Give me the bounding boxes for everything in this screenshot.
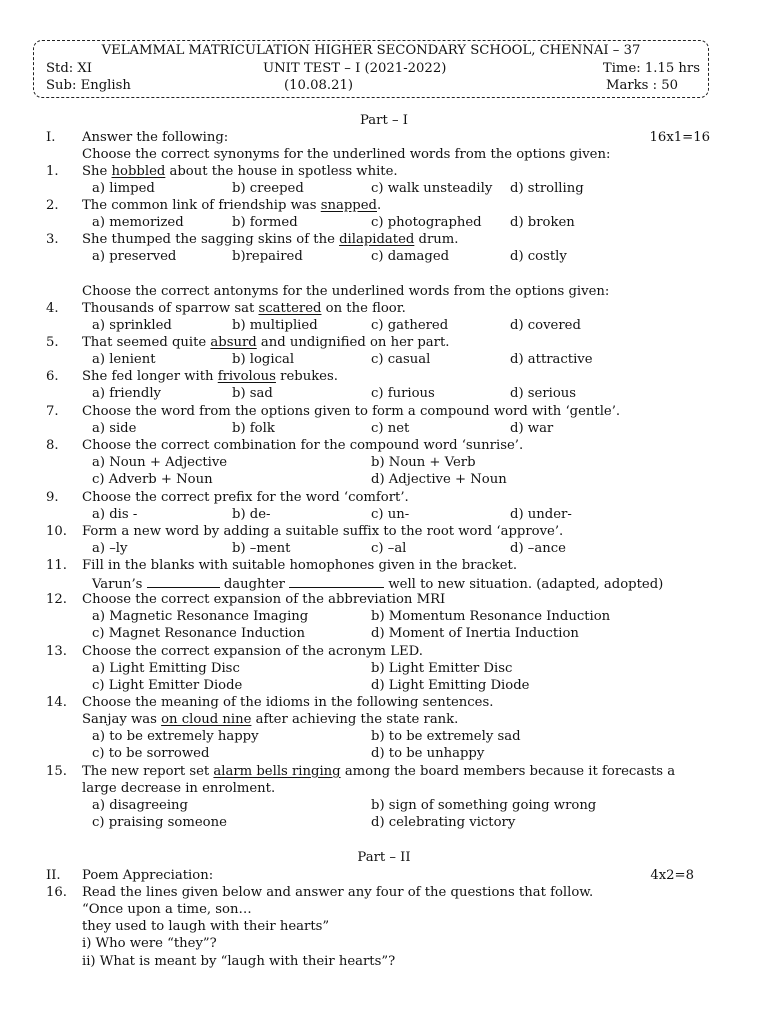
- question-number: 12.: [46, 592, 67, 607]
- option-c: c) –al: [371, 541, 407, 556]
- underlined-word: scattered: [258, 301, 322, 316]
- option-d: d) Moment of Inertia Induction: [371, 626, 579, 641]
- option-c: c) Adverb + Noun: [92, 472, 213, 487]
- question-8-text: Choose the correct combination for the compound word ‘sunrise’.: [82, 438, 524, 453]
- question-number: 10.: [46, 524, 67, 539]
- option-a: a) side: [92, 421, 137, 436]
- option-c: c) net: [371, 421, 410, 436]
- question-15-text-continued: large decrease in enrolment.: [82, 781, 276, 796]
- subject: Sub: English: [46, 78, 131, 93]
- option-d: d) war: [510, 421, 554, 436]
- question-3-text: She thumped the sagging skins of the dilapidated drum.: [82, 232, 459, 247]
- option-b: b)repaired: [232, 249, 303, 264]
- synonyms-instruction: Choose the correct synonyms for the underlined words from the options given:: [82, 147, 611, 162]
- option-d: d) attractive: [510, 352, 593, 367]
- question-number: 7.: [46, 404, 59, 419]
- question-number: 13.: [46, 644, 67, 659]
- option-d: d) under-: [510, 507, 572, 522]
- option-a: a) disagreeing: [92, 798, 188, 813]
- option-b: b) formed: [232, 215, 298, 230]
- section-2-marks: 4x2=8: [650, 868, 694, 883]
- exam-header: [33, 40, 709, 98]
- sub-question: i) Who were “they”?: [82, 936, 217, 951]
- section-2-number: II.: [46, 868, 61, 883]
- question-number: 14.: [46, 695, 67, 710]
- option-d: d) serious: [510, 386, 577, 401]
- option-a: a) friendly: [92, 386, 162, 401]
- answer-blank: [289, 575, 384, 588]
- underlined-word: dilapidated: [339, 232, 415, 247]
- option-d: d) Light Emitting Diode: [371, 678, 530, 693]
- section-1-marks: 16x1=16: [649, 130, 710, 145]
- option-b: b) –ment: [232, 541, 291, 556]
- underlined-idiom: on cloud nine: [161, 712, 252, 727]
- question-number: 11.: [46, 558, 67, 573]
- question-number: 4.: [46, 301, 59, 316]
- question-number: 3.: [46, 232, 59, 247]
- option-c: c) walk unsteadily: [371, 181, 493, 196]
- option-b: b) creeped: [232, 181, 304, 196]
- section-2-title: Poem Appreciation:: [82, 868, 214, 883]
- question-7-text: Choose the word from the options given to form a compound word with ‘gentle’.: [82, 404, 621, 419]
- option-d: d) costly: [510, 249, 567, 264]
- option-c: c) gathered: [371, 318, 449, 333]
- option-b: b) Momentum Resonance Induction: [371, 609, 611, 624]
- question-14-text: Choose the meaning of the idioms in the following sentences.: [82, 695, 494, 710]
- max-marks: Marks : 50: [605, 78, 678, 93]
- standard: Std: XI: [46, 61, 93, 76]
- option-a: a) to be extremely happy: [92, 729, 259, 744]
- test-name: UNIT TEST – I (2021-2022): [263, 61, 447, 76]
- option-b: b) sign of something going wrong: [371, 798, 597, 813]
- option-b: b) Noun + Verb: [371, 455, 476, 470]
- section-1-number: I.: [46, 130, 56, 145]
- option-b: b) de-: [232, 507, 271, 522]
- option-a: a) Light Emitting Disc: [92, 661, 240, 676]
- question-number: 2.: [46, 198, 59, 213]
- option-a: a) lenient: [92, 352, 156, 367]
- question-number: 5.: [46, 335, 59, 350]
- option-c: c) praising someone: [92, 815, 227, 830]
- question-13-text: Choose the correct expansion of the acronym LED.: [82, 644, 423, 659]
- part-1-title: Part – I: [360, 113, 408, 128]
- underlined-word: hobbled: [111, 164, 166, 179]
- option-a: a) memorized: [92, 215, 184, 230]
- question-number: 6.: [46, 369, 59, 384]
- question-number: 8.: [46, 438, 59, 453]
- option-a: a) dis -: [92, 507, 138, 522]
- option-b: b) multiplied: [232, 318, 318, 333]
- idiom-sentence: Sanjay was on cloud nine after achieving the state rank.: [82, 712, 459, 727]
- question-15-text: The new report set alarm bells ringing among the board members because it forecasts a: [82, 764, 676, 779]
- underlined-word: frivolous: [217, 369, 276, 384]
- poem-line: “Once upon a time, son…: [82, 902, 252, 917]
- option-c: c) to be sorrowed: [92, 746, 210, 761]
- option-a: a) limped: [92, 181, 155, 196]
- section-1-title: Answer the following:: [82, 130, 229, 145]
- sub-question: ii) What is meant by “laugh with their hearts”?: [82, 954, 396, 969]
- option-b: b) folk: [232, 421, 275, 436]
- underlined-word: snapped: [320, 198, 377, 213]
- answer-blank: [147, 575, 220, 588]
- option-d: d) celebrating victory: [371, 815, 516, 830]
- part-2-title: Part – II: [357, 850, 411, 865]
- question-2-text: The common link of friendship was snapped.: [82, 198, 382, 213]
- option-c: c) furious: [371, 386, 435, 401]
- question-16-text: Read the lines given below and answer any four of the questions that follow.: [82, 885, 594, 900]
- fill-in-sentence: Varun’s daughter well to new situation. (adapted, adopted): [92, 577, 664, 592]
- option-b: b) Light Emitter Disc: [371, 661, 513, 676]
- option-a: a) Noun + Adjective: [92, 455, 228, 470]
- school-name: VELAMMAL MATRICULATION HIGHER SECONDARY SCHOOL, CHENNAI – 37: [101, 43, 641, 58]
- option-a: a) Magnetic Resonance Imaging: [92, 609, 309, 624]
- option-c: c) damaged: [371, 249, 450, 264]
- option-b: b) logical: [232, 352, 295, 367]
- option-a: a) –ly: [92, 541, 128, 556]
- antonyms-instruction: Choose the correct antonyms for the underlined words from the options given:: [82, 284, 610, 299]
- question-12-text: Choose the correct expansion of the abbreviation MRI: [82, 592, 446, 607]
- question-11-text: Fill in the blanks with suitable homophones given in the bracket.: [82, 558, 518, 573]
- question-number: 9.: [46, 490, 59, 505]
- option-d: d) broken: [510, 215, 575, 230]
- question-6-text: She fed longer with frivolous rebukes.: [82, 369, 338, 384]
- option-b: b) sad: [232, 386, 273, 401]
- option-c: c) Magnet Resonance Induction: [92, 626, 305, 641]
- question-number: 16.: [46, 885, 67, 900]
- question-4-text: Thousands of sparrow sat scattered on the floor.: [82, 301, 406, 316]
- question-10-text: Form a new word by adding a suitable suffix to the root word ‘approve’.: [82, 524, 564, 539]
- option-c: c) Light Emitter Diode: [92, 678, 243, 693]
- poem-line: they used to laugh with their hearts”: [82, 919, 330, 934]
- question-9-text: Choose the correct prefix for the word ‘comfort’.: [82, 490, 409, 505]
- underlined-idiom: alarm bells ringing: [213, 764, 341, 779]
- exam-date: (10.08.21): [284, 78, 354, 93]
- option-c: c) casual: [371, 352, 431, 367]
- question-number: 15.: [46, 764, 67, 779]
- option-c: c) photographed: [371, 215, 482, 230]
- option-b: b) to be extremely sad: [371, 729, 521, 744]
- option-d: d) Adjective + Noun: [371, 472, 507, 487]
- time-allowed: Time: 1.15 hrs: [602, 61, 700, 76]
- option-d: d) strolling: [510, 181, 584, 196]
- option-d: d) covered: [510, 318, 581, 333]
- option-d: d) to be unhappy: [371, 746, 485, 761]
- question-5-text: That seemed quite absurd and undignified on her part.: [82, 335, 450, 350]
- option-a: a) sprinkled: [92, 318, 172, 333]
- option-d: d) –ance: [510, 541, 566, 556]
- question-number: 1.: [46, 164, 59, 179]
- option-a: a) preserved: [92, 249, 177, 264]
- underlined-word: absurd: [210, 335, 257, 350]
- question-1-text: She hobbled about the house in spotless white.: [82, 164, 398, 179]
- option-c: c) un-: [371, 507, 410, 522]
